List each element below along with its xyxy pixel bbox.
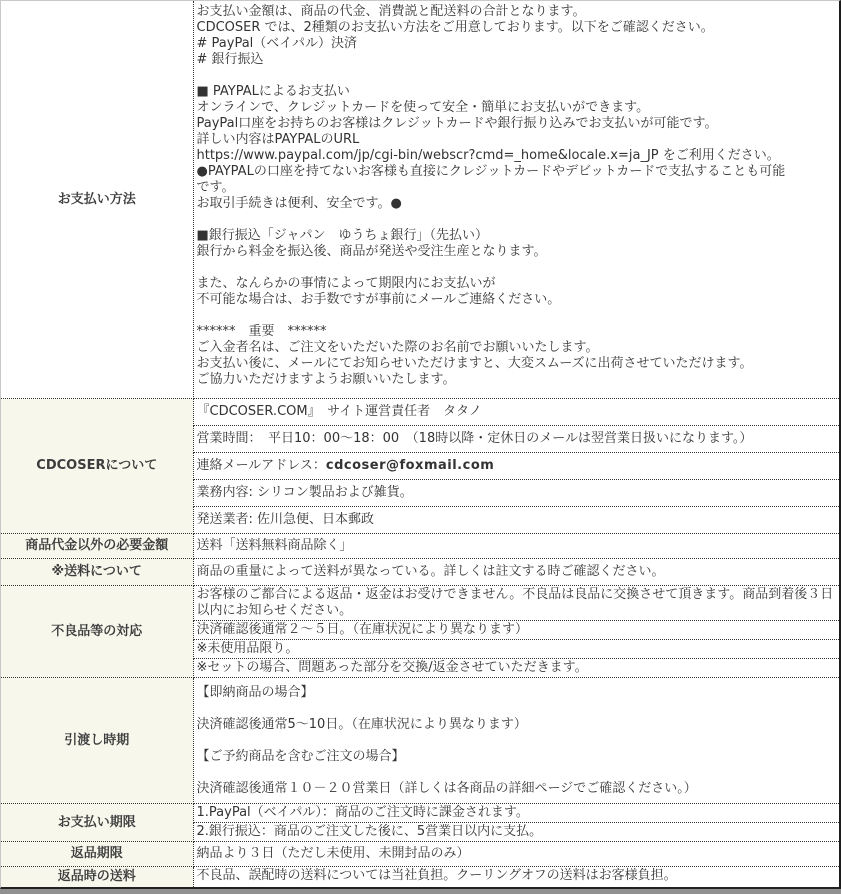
delivery-time-cell	[193, 678, 839, 804]
table-row	[1, 867, 839, 888]
blank-line	[197, 765, 837, 781]
text-line: 決済確認後通常5～10日。（在庫状況により異なります）	[196, 717, 527, 732]
important-note-heading: ****** 重要 ******	[196, 324, 327, 339]
text-line: 発送業者: 佐川急便、日本郵政	[196, 512, 375, 527]
table-row	[1, 399, 839, 426]
text-line: 業務内容: シリコン製品および雑貨。	[196, 485, 413, 500]
text-line: ご協力いただけますようお願いいたします。	[196, 372, 456, 387]
text-line: 【即納商品の場合】	[196, 685, 314, 700]
text-line: 決済確認後通常１０－２０営業日（詳しくは各商品の詳細ページでご確認ください。）	[196, 781, 697, 796]
blank-line	[197, 733, 837, 749]
text-line: 不可能な場合は、お手数ですが事前にメールご連絡ください。	[196, 292, 561, 307]
payment-method-cell	[193, 1, 839, 399]
defects-unused-only-cell	[193, 640, 839, 659]
table-row	[1, 559, 839, 586]
row-header-defects: 不良品等の対応	[1, 586, 193, 678]
text-line: 商品の重量によって送料が異なっている。詳しくは註文する時ご確認ください。	[196, 564, 665, 579]
blank-line	[197, 260, 837, 276]
table-row	[1, 842, 839, 867]
business-hours-cell	[193, 426, 839, 453]
text-line: ■銀行振込「ジャパン ゆうちょ銀行」（先払い）	[196, 228, 489, 243]
text-line: PayPal口座をお持ちのお客様はクレジットカードや銀行振り込みでお支払いが可能です。	[196, 116, 718, 131]
row-header-delivery-time: 引渡し時期	[1, 678, 193, 804]
table-row	[1, 1, 839, 399]
text-line: ●PAYPALの口座を持てないお客様も直接にクレジットカードやデビットカードで支払することも可能	[196, 164, 786, 179]
contact-email: cdcoser@foxmail.com	[325, 458, 495, 473]
text-line: 営業時間： 平日10：00～18：00 （18時以降・定休日のメールは翌営業日扱いになります。）	[196, 431, 753, 446]
payment-deadline-bank-cell	[193, 823, 839, 842]
text-line: 銀行から料金を振込後、商品が発送や受注生産となります。	[196, 244, 547, 259]
text-line: お客様のご都合による返品・返金はお受けできません。不良品は良品に交換させて頂きます。商品到着後３日以内にお知らせください。	[196, 587, 834, 618]
text-line: 2.銀行振込：商品のご注文した後に、5営業日以内に支払。	[196, 824, 543, 839]
return-deadline-cell	[193, 842, 839, 867]
payment-deadline-paypal-cell	[193, 804, 839, 823]
row-header-return-deadline: 返品期限	[1, 842, 193, 867]
row-header-return-shipping: 返品時の送料	[1, 867, 193, 888]
table-row	[1, 534, 839, 559]
row-header-payment-method: お支払い方法	[1, 1, 193, 399]
text-line: オンラインで、クレジットカードを使って安全・簡単にお支払いができます。	[196, 100, 650, 115]
site-operator-cell	[193, 399, 839, 426]
text-line: 不良品、誤配時の送料については当社負担。クーリングオフの送料はお客様負担。	[196, 868, 677, 883]
text-line: CDCOSER では、2種類のお支払い方法をご用意しております。以下をご確認ください。	[196, 20, 714, 35]
row-header-payment-deadline: お支払い期限	[1, 804, 193, 842]
bottom-divider-bar	[0, 889, 841, 894]
text-line: お支払い後に、メールにてお知らせいただけますと、大変スムーズに出荷させていただけます。	[196, 356, 753, 371]
contact-email-label: 連絡メールアドレス：	[196, 458, 326, 473]
row-header-shipping-note: ※送料について	[1, 559, 193, 586]
text-line: 【ご予約商品を含むご注文の場合】	[196, 749, 405, 764]
text-line: 詳しい内容はPAYPALのURL	[196, 132, 360, 147]
row-header-extra-fees: 商品代金以外の必要金額	[1, 534, 193, 559]
text-line: です。	[196, 180, 235, 195]
extra-fees-cell	[193, 534, 839, 559]
table-row	[1, 804, 839, 823]
text-line: また、なんらかの事情によって期限内にお支払いが	[196, 276, 496, 291]
shop-policy-table	[1, 1, 839, 887]
contact-email-line	[197, 458, 837, 474]
text-line: 1.PayPal（ベイパル）：商品のご注文時に課金されます。	[196, 805, 529, 820]
text-line: ご入金者名は、ご注文をいただいた際のお名前でお願いいたします。	[196, 340, 599, 355]
return-shipping-cell	[193, 867, 839, 888]
text-line: ※セットの場合、問題あった部分を交換/返金させていただきます。	[196, 660, 588, 675]
blank-line	[197, 701, 837, 717]
text-line: 納品より３日（ただし未使用、未開封品のみ）	[196, 846, 470, 861]
blank-line	[197, 212, 837, 228]
text-line: # 銀行振込	[196, 52, 264, 67]
row-header-about-cdcoser: CDCOSERについて	[1, 399, 193, 534]
blank-line	[197, 308, 837, 324]
text-line: ■ PAYPALによるお支払い	[196, 84, 350, 99]
text-line: 決済確認後通常２～５日。（在庫状況により異なります）	[196, 622, 529, 637]
text-line: ※未使用品限り。	[196, 641, 299, 656]
paypal-url-line: https://www.paypal.com/jp/cgi-bin/webscr?cmd=_home&locale.x=ja_JP をご利用ください。	[196, 148, 780, 163]
table-row	[1, 586, 839, 621]
text-line: # PayPal（ベイパル）決済	[196, 36, 358, 51]
shipping-note-cell	[193, 559, 839, 586]
contact-email-cell	[193, 453, 839, 480]
defects-processing-time-cell	[193, 621, 839, 640]
defects-policy-cell	[193, 586, 839, 621]
text-line: 送料「送料無料商品除く」	[196, 538, 353, 553]
text-line: お支払い金額は、商品の代金、消費説と配送料の合計となります。	[196, 4, 586, 19]
shipping-carriers-cell	[193, 507, 839, 534]
business-description-cell	[193, 480, 839, 507]
blank-line	[197, 68, 837, 84]
text-line: 『CDCOSER.COM』 サイト運営責任者 タタノ	[196, 404, 482, 419]
text-line: お取引手続きは便利、安全です。●	[196, 196, 402, 211]
table-row	[1, 678, 839, 804]
defects-set-exchange-cell	[193, 659, 839, 678]
